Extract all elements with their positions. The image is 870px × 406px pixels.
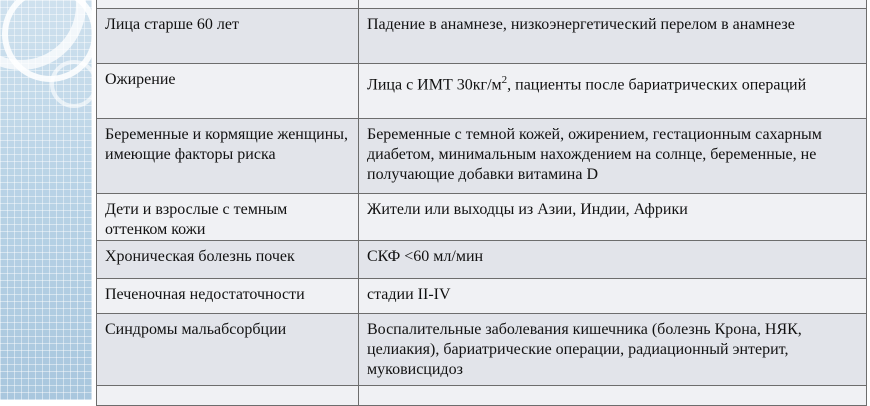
bmi-text: Лица с ИМТ 30кг/м <box>367 76 502 94</box>
decorative-circle <box>50 60 92 108</box>
table-row <box>97 386 867 406</box>
table-row <box>97 9 867 64</box>
table-cell-right: Воспалительные заболевания кишечника (болезнь Крона, НЯК, целиакия), бариатрические операции, радиационный энтерит, муковисцидоз <box>359 314 867 386</box>
table-row <box>97 194 867 241</box>
superscript: 2 <box>501 74 508 86</box>
table-row <box>97 314 867 386</box>
table-cell-left: Беременные и кормящие женщины, имеющие факторы риска <box>97 119 359 194</box>
table-cell-right: Жители или выходцы из Азии, Индии, Африки <box>359 194 867 241</box>
table-cell-left: Печеночная недостаточности <box>97 279 359 314</box>
table-cell-right: Падение в анамнезе, низкоэнергетический перелом в анамнезе <box>359 9 867 64</box>
table-row <box>97 241 867 279</box>
table-cell-left: Дети и взрослые с темным оттенком кожи <box>97 194 359 241</box>
table-row <box>97 279 867 314</box>
decorative-side-panel <box>0 0 92 400</box>
table-cell-right <box>359 386 867 406</box>
table-cell-left: Ожирение <box>97 64 359 119</box>
risk-groups-table <box>96 0 867 406</box>
table-cell-left <box>97 386 359 406</box>
table-cell-left: Синдромы мальабсорбции <box>97 314 359 386</box>
table-cell-right <box>359 0 867 9</box>
table-cell-left: Хроническая болезнь почек <box>97 241 359 279</box>
table-cell-left: Лица старше 60 лет <box>97 9 359 64</box>
table-cell-right: СКФ <60 мл/мин <box>359 241 867 279</box>
table-cell-right: стадии II-IV <box>359 279 867 314</box>
table-row <box>97 64 867 119</box>
table-cell-right: Беременные с темной кожей, ожирением, гестационным сахарным диабетом, минимальным нахождением на солнце, беременные, не получающие добавки витамина D <box>359 119 867 194</box>
table-row <box>97 0 867 9</box>
bmi-text-rest: , пациенты после бариатрических операций <box>507 76 807 94</box>
table-cell-right <box>359 64 867 119</box>
table-row <box>97 119 867 194</box>
table-cell-left <box>97 0 359 9</box>
